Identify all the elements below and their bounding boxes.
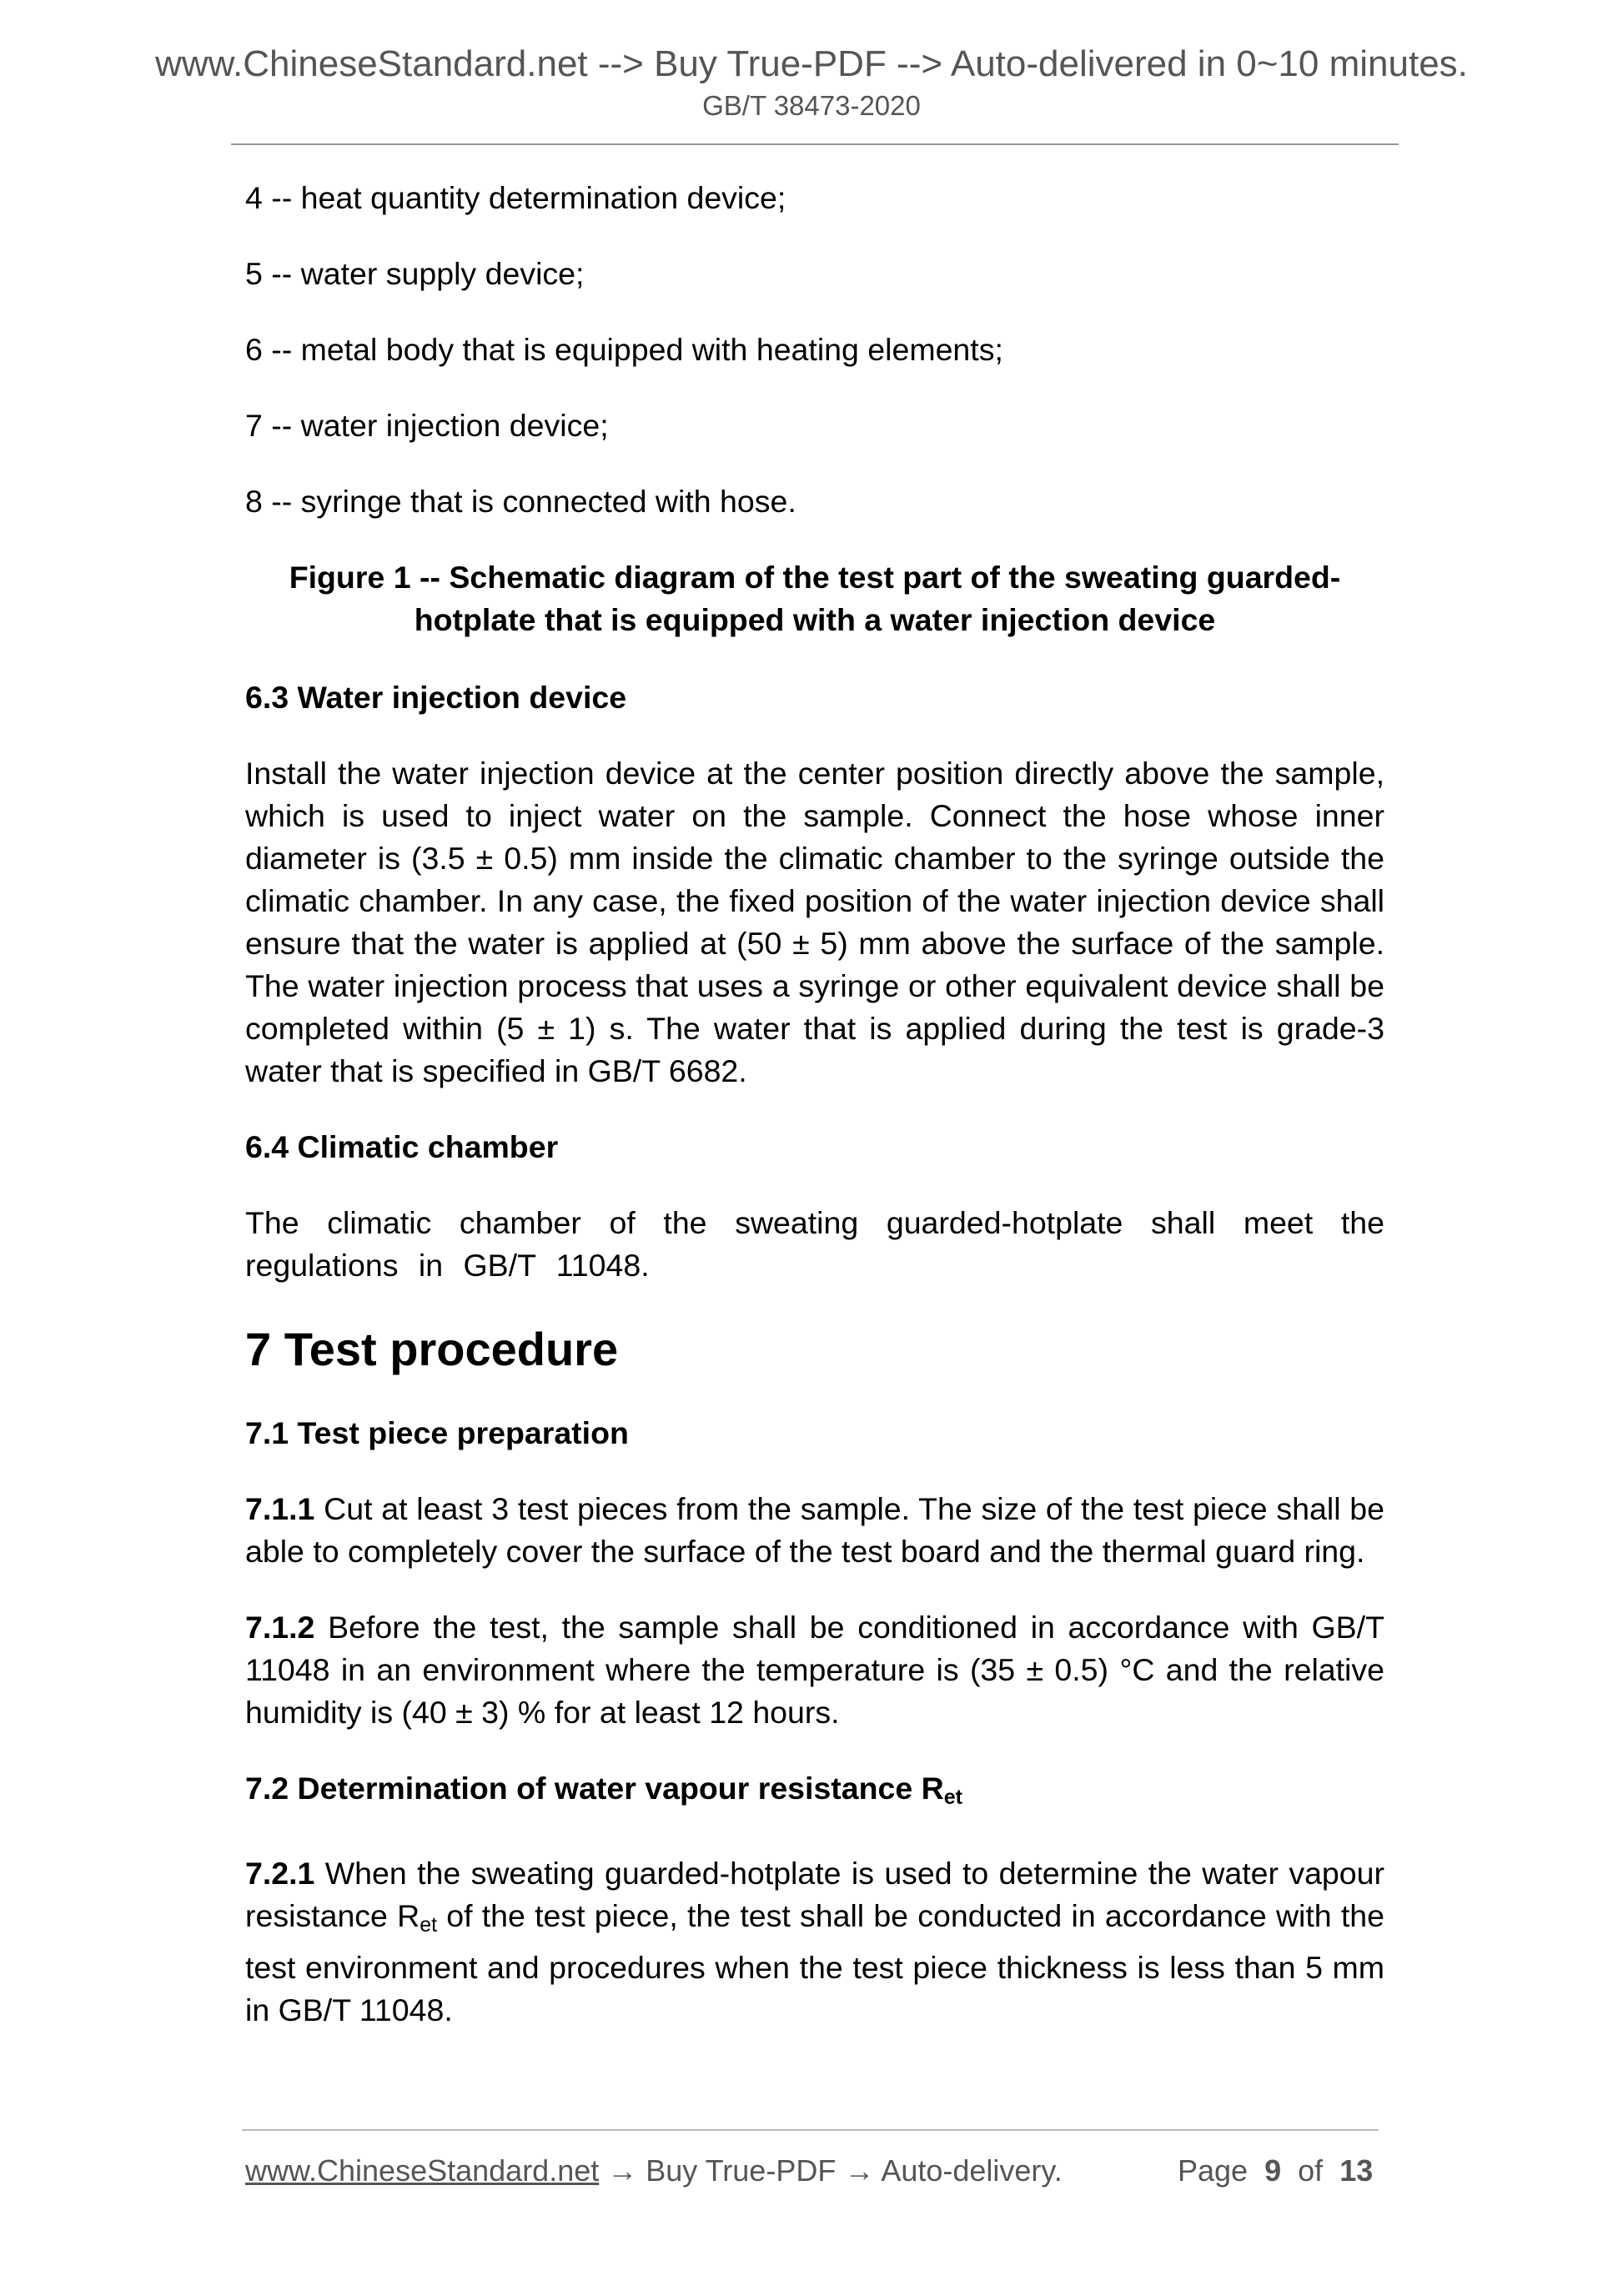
footer-tail: → Buy True-PDF → Auto-delivery.: [599, 2153, 1063, 2188]
page-number: 9: [1264, 2153, 1282, 2188]
section-body-6-4: The climatic chamber of the sweating guarded-hotplate shall meet the regulations in GB/T 11048.: [245, 1205, 1384, 1283]
footer-site-link[interactable]: www.ChineseStandard.net: [245, 2153, 600, 2188]
paragraph-7-2-1: [245, 1852, 1384, 2032]
clause-text: Cut at least 3 test pieces from the sample. The size of the test piece shall be able to completely cover the surface of the test board and the thermal guard ring.: [245, 1491, 1384, 1569]
clause-text: Before the test, the sample shall be conditioned in accordance with GB/T 11048 in an environment where the temperature is (35 ± 0.5) °C and the relative humidity is (40 ± 3) % for at least 12 hours.: [245, 1610, 1384, 1730]
page-content: [245, 177, 1384, 2065]
clause-text: of the test piece, the test shall be conducted in accordance with the test environment and procedures when the test piece thickness is less than 5 mm in GB/T 11048.: [245, 1898, 1384, 2027]
clause-number: 7.2.1: [245, 1856, 315, 1891]
footer-left: [245, 2153, 1063, 2188]
standard-code: GB/T 38473-2020: [702, 90, 921, 121]
section-heading-7-1: 7.1 Test piece preparation: [245, 1415, 629, 1450]
legend-item: 8 -- syringe that is connected with hose.: [245, 484, 796, 519]
subscript: et: [420, 1913, 438, 1937]
page-total: 13: [1339, 2153, 1374, 2188]
clause-number: 7.1.1: [245, 1491, 315, 1526]
header-banner: www.ChineseStandard.net --> Buy True-PDF --> Auto-delivered in 0~10 minutes.: [155, 43, 1468, 84]
section-heading-6-3: 6.3 Water injection device: [245, 680, 627, 715]
section-heading-7-2: [245, 1767, 1384, 1819]
paragraph-7-1-2: [245, 1606, 1384, 1734]
figure-caption: [245, 556, 1384, 641]
clause-number: 7.1.2: [245, 1610, 315, 1645]
figure-legend: [245, 177, 1384, 523]
subscript: et: [943, 1786, 962, 1809]
legend-item: 4 -- heat quantity determination device;: [245, 180, 786, 215]
chapter-heading-7: 7 Test procedure: [245, 1323, 619, 1375]
figure-caption-line2: hotplate that is equipped with a water injection device: [414, 602, 1216, 637]
page-indicator: [1178, 2153, 1373, 2188]
paragraph-7-1-1: [245, 1488, 1384, 1573]
heading-text: 7.2 Determination of water vapour resistance R: [245, 1771, 944, 1806]
section-body-6-3: Install the water injection device at the center position directly above the sample, which is used to inject water on the sample. Connect the hose whose inner diameter is (3.5 ± 0.5) mm inside the climatic chamber to the syringe outside the climatic chamber. In any case, the fixed position of the water injection device shall ensure that the water is applied at (50 ± 5) mm above the surface of the sample. The water injection process that uses a syringe or other equivalent device shall be completed within (5 ± 1) s. The water that is applied during the test is grade-3 water that is specified in GB/T 6682.: [245, 756, 1384, 1088]
legend-item: 6 -- metal body that is equipped with heating elements;: [245, 332, 1003, 367]
footer-divider: [242, 2129, 1379, 2131]
figure-caption-line1: Figure 1 -- Schematic diagram of the test part of the sweating guarded-: [289, 560, 1341, 595]
legend-item: 5 -- water supply device;: [245, 256, 585, 291]
clause-text: When the sweating guarded-hotplate is used to determine the water vapour resistance R: [245, 1856, 1384, 1933]
of-word: of: [1298, 2153, 1324, 2188]
legend-item: 7 -- water injection device;: [245, 408, 609, 443]
header-divider: [231, 143, 1399, 145]
page-word: Page: [1178, 2153, 1249, 2188]
section-heading-6-4: 6.4 Climatic chamber: [245, 1129, 559, 1164]
